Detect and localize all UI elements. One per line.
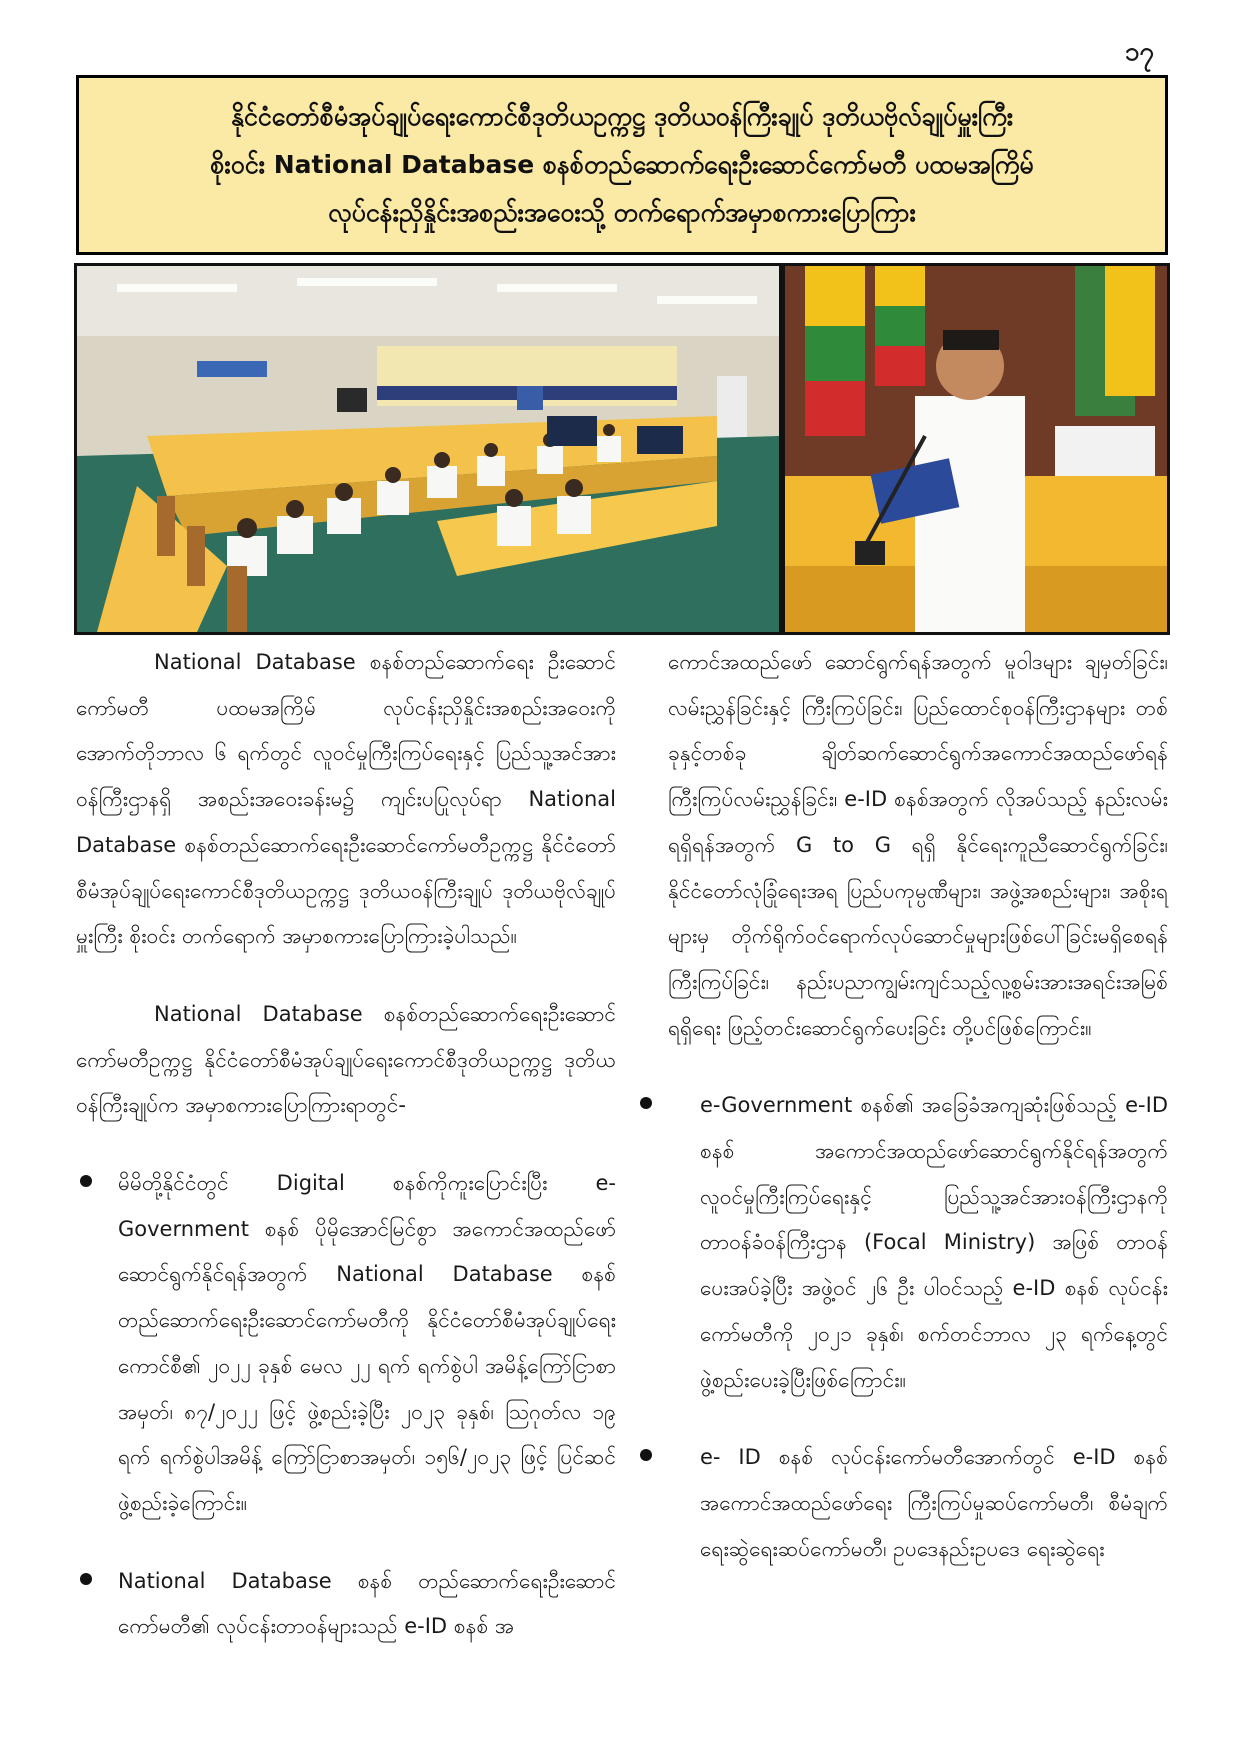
headline-line-3: လုပ်ငန်းညှိနှိုင်းအစည်းအဝေးသို့ တက်ရောက်အမှာစကားပြောကြား — [328, 198, 916, 227]
bullet-text: e-Government စနစ်၏ အခြေခံအကျဆုံးဖြစ်သည့် e-ID စနစ် အကောင်အထည်ဖော်ဆောင်ရွက်နိုင်ရန်အတွက် လူဝင်မှုကြီးကြပ်ရေးနှင့် ပြည်သူ့အင်အားဝန်ကြီးဌာနကို တာဝန်ခံဝန်ကြီးဌာန (Focal Ministry) အဖြစ် တာဝန်ပေးအပ်ခဲ့ပြီး အဖွဲ့ဝင် ၂၆ ဦး ပါဝင်သည့် e-ID စနစ် လုပ်ငန်းကော်မတီကို ၂၀၂၁ ခုနှစ်၊ စက်တင်ဘာလ ၂၃ ရက်နေ့တွင် ဖွဲ့စည်းပေးခဲ့ပြီးဖြစ်ကြောင်း။ — [700, 1093, 1168, 1392]
bullet-icon — [640, 1097, 652, 1109]
bullet-item — [76, 1559, 616, 1650]
page-number: ၁၇ — [1124, 37, 1154, 67]
right-column — [668, 640, 1168, 1572]
speech-intro-paragraph: National Database စနစ်တည်ဆောက်ရေးဦးဆောင်ကော်မတီဥက္ကဋ္ဌ နိုင်ငံတော်စီမံအုပ်ချုပ်ရေးကောင်စီဒုတိယဥက္ကဋ္ဌ ဒုတိယဝန်ကြီးချုပ်က အမှာစကားပြောကြားရာတွင်- — [76, 1001, 616, 1118]
bullet-item — [668, 1435, 1168, 1572]
headline-line-1: နိုင်ငံတော်စီမံအုပ်ချုပ်ရေးကောင်စီဒုတိယဥက္ကဋ္ဌ ဒုတိယဝန်ကြီးချုပ် ဒုတိယဗိုလ်ချုပ်မှူးကြီး — [230, 102, 1014, 131]
intro-paragraph: National Database စနစ်တည်ဆောက်ရေး ဦးဆောင်ကော်မတီ ပထမအကြိမ် လုပ်ငန်းညှိနှိုင်းအစည်းအဝေးကို အောက်တိုဘာလ ၆ ရက်တွင် လူဝင်မှုကြီးကြပ်ရေးနှင့် ပြည်သူ့အင်အားဝန်ကြီးဌာနရှိ အစည်းအဝေးခန်းမ၌ ကျင်းပပြုလုပ်ရာ National Database စနစ်တည်ဆောက်ရေးဦးဆောင်ကော်မတီဥက္ကဋ္ဌ နိုင်ငံတော်စီမံအုပ်ချုပ်ရေးကောင်စီဒုတိယဥက္ကဋ္ဌ ဒုတိယဝန်ကြီးချုပ် ဒုတိယဗိုလ်ချုပ်မှူးကြီး စိုးဝင်း တက်ရောက် အမှာစကားပြောကြားခဲ့ပါသည်။ — [76, 650, 616, 949]
headline-line-2: စိုးဝင်း National Database စနစ်တည်ဆောက်ရေးဦးဆောင်ကော်မတီ ပထမအကြိမ် — [210, 150, 1034, 179]
bullet-text: National Database စနစ် တည်ဆောက်ရေးဦးဆောင်ကော်မတီ၏ လုပ်ငန်းတာဝန်များသည် e-ID စနစ် အ — [118, 1568, 616, 1639]
bullet-text: မိမိတို့နိုင်ငံတွင် Digital စနစ်ကိုကူးပြောင်းပြီး e-Government စနစ် ပိုမိုအောင်မြင်စွာ အကောင်အထည်ဖော်ဆောင်ရွက်နိုင်ရန်အတွက် National Database စနစ်တည်ဆောက်ရေးဦးဆောင်ကော်မတီကို နိုင်ငံတော်စီမံအုပ်ချုပ်ရေးကောင်စီ၏ ၂၀၂၂ ခုနှစ် မေလ ၂၂ ရက် ရက်စွဲပါ အမိန့်ကြော်ငြာစာအမှတ်၊ ၈၇/၂၀၂၂ ဖြင့် ဖွဲ့စည်းခဲ့ပြီး ၂၀၂၃ ခုနှစ်၊ ဩဂုတ်လ ၁၉ ရက် ရက်စွဲပါအမိန့် ကြော်ငြာစာအမှတ်၊ ၁၅၆/၂၀၂၃ ဖြင့် ပြင်ဆင်ဖွဲ့စည်းခဲ့ကြောင်း။ — [118, 1171, 616, 1515]
bullet-icon — [80, 1573, 92, 1585]
bullet-text: e- ID စနစ် လုပ်ငန်းကော်မတီအောက်တွင် e-ID စနစ် အကောင်အထည်ဖော်ရေး ကြီးကြပ်မှုဆပ်ကော်မတီ၊ စီမံချက်ရေးဆွဲရေးဆပ်ကော်မတီ၊ ဥပဒေနည်းဥပဒေ ရေးဆွဲရေး — [700, 1445, 1168, 1561]
bullet-icon — [640, 1449, 652, 1461]
headline-box — [76, 75, 1168, 255]
photo-strip — [74, 263, 1170, 635]
speaker-photo — [785, 266, 1167, 632]
meeting-hall-photo — [77, 266, 779, 632]
bullet-icon — [80, 1175, 92, 1187]
continued-paragraph: ကောင်အထည်ဖော် ဆောင်ရွက်ရန်အတွက် မူဝါဒများ ချမှတ်ခြင်း၊ လမ်းညွှန်ခြင်းနှင့် ကြီးကြပ်ခြင်း၊ ပြည်ထောင်စုဝန်ကြီးဌာနများ တစ်ခုနှင့်တစ်ခု ချိတ်ဆက်ဆောင်ရွက်အကောင်အထည်ဖော်ရန် ကြီးကြပ်လမ်းညွှန်ခြင်း၊ e-ID စနစ်အတွက် လိုအပ်သည့် နည်းလမ်းရရှိရန်အတွက် G to G ရရှိ နိုင်ရေးကူညီဆောင်ရွက်ခြင်း၊ နိုင်ငံတော်လုံခြုံရေးအရ ပြည်ပကုမ္ပဏီများ၊ အဖွဲ့အစည်းများ၊ အစိုးရများမှ တိုက်ရိုက်ဝင်ရောက်လုပ်ဆောင်မှုများဖြစ်ပေါ်ခြင်းမရှိစေရန် ကြီးကြပ်ခြင်း၊ နည်းပညာကျွမ်းကျင်သည့်လူ့စွမ်းအားအရင်းအမြစ်ရရှိရေး ဖြည့်တင်းဆောင်ရွက်ပေးခြင်း တို့ပင်ဖြစ်ကြောင်း။ — [668, 650, 1168, 1040]
bullet-item — [76, 1161, 616, 1527]
left-column — [76, 640, 616, 1650]
bullet-item — [668, 1083, 1168, 1403]
